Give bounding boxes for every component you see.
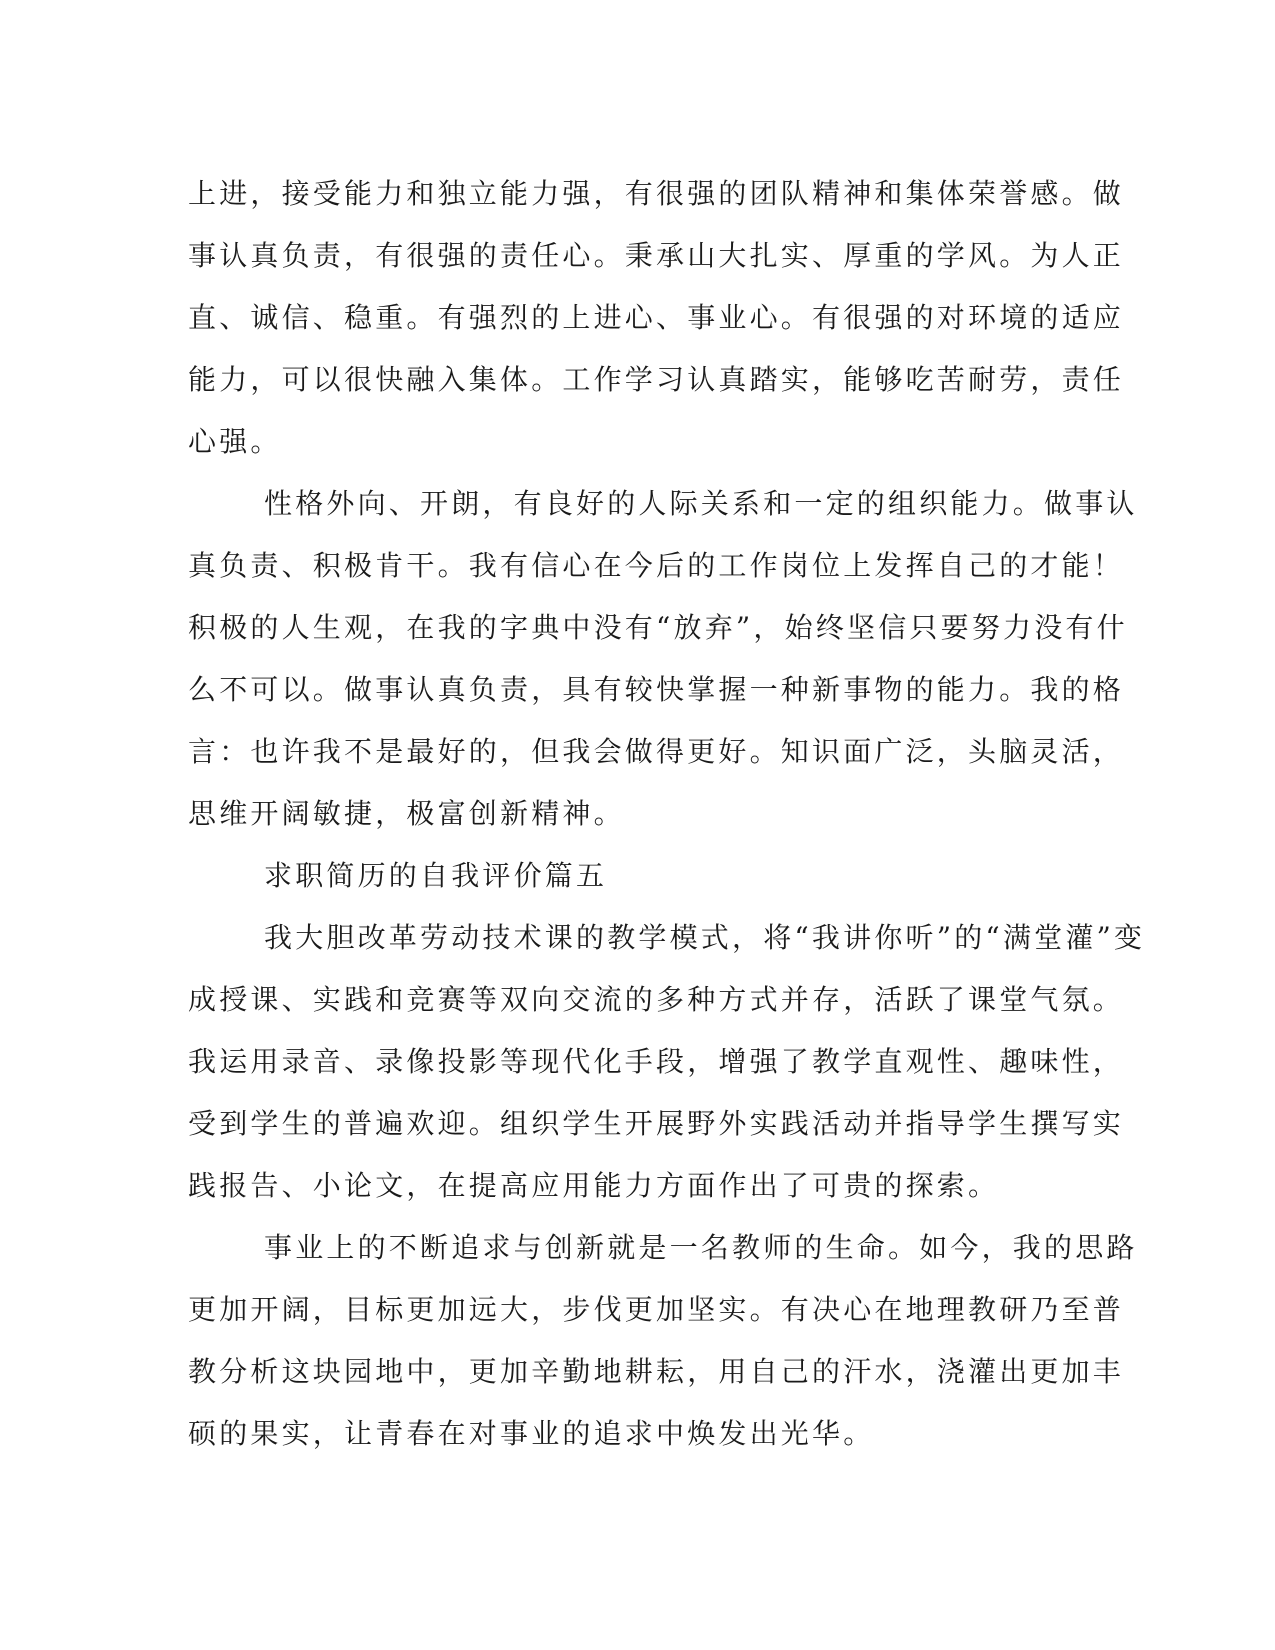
- paragraph-2-line-5: 言：也许我不是最好的，但我会做得更好。知识面广泛，头脑灵活，: [188, 735, 1125, 768]
- paragraph-1-line-4: 能力，可以很快融入集体。工作学习认真踏实，能够吃苦耐劳，责任: [188, 363, 1125, 396]
- paragraph-4-line-1: 事业上的不断追求与创新就是一名教师的生命。如今，我的思路: [264, 1231, 1138, 1264]
- paragraph-2-line-3: 积极的人生观，在我的字典中没有“放弃”，始终坚信只要努力没有什: [188, 611, 1128, 644]
- paragraph-4-line-2: 更加开阔，目标更加远大，步伐更加坚实。有决心在地理教研乃至普: [188, 1293, 1125, 1326]
- paragraph-3-line-4: 受到学生的普遍欢迎。组织学生开展野外实践活动并指导学生撰写实: [188, 1107, 1125, 1140]
- paragraph-2-line-1: 性格外向、开朗，有良好的人际关系和一定的组织能力。做事认: [264, 487, 1138, 520]
- paragraph-3-line-5: 践报告、小论文，在提高应用能力方面作出了可贵的探索。: [188, 1169, 1000, 1202]
- paragraph-2-line-6: 思维开阔敏捷，极富创新精神。: [188, 797, 625, 830]
- paragraph-4-line-3: 教分析这块园地中，更加辛勤地耕耘，用自己的汗水，浇灌出更加丰: [188, 1355, 1125, 1388]
- paragraph-4-line-4: 硕的果实，让青春在对事业的追求中焕发出光华。: [188, 1417, 875, 1450]
- paragraph-1-line-1: 上进，接受能力和独立能力强，有很强的团队精神和集体荣誉感。做: [188, 177, 1125, 210]
- document-body: [188, 163, 1146, 1465]
- section-heading: 求职简历的自我评价篇五: [264, 859, 608, 892]
- paragraph-2-line-4: 么不可以。做事认真负责，具有较快掌握一种新事物的能力。我的格: [188, 673, 1125, 706]
- paragraph-1-line-3: 直、诚信、稳重。有强烈的上进心、事业心。有很强的对环境的适应: [188, 301, 1125, 334]
- paragraph-1-line-5: 心强。: [188, 425, 282, 458]
- paragraph-3-line-2: 成授课、实践和竞赛等双向交流的多种方式并存，活跃了课堂气氛。: [188, 983, 1125, 1016]
- paragraph-3-line-3: 我运用录音、录像投影等现代化手段，增强了教学直观性、趣味性，: [188, 1045, 1125, 1078]
- paragraph-3-line-1: 我大胆改革劳动技术课的教学模式，将“我讲你听”的“满堂灌”变: [264, 921, 1146, 954]
- paragraph-2-line-2: 真负责、积极肯干。我有信心在今后的工作岗位上发挥自己的才能！: [188, 549, 1125, 582]
- paragraph-1-line-2: 事认真负责，有很强的责任心。秉承山大扎实、厚重的学风。为人正: [188, 239, 1125, 272]
